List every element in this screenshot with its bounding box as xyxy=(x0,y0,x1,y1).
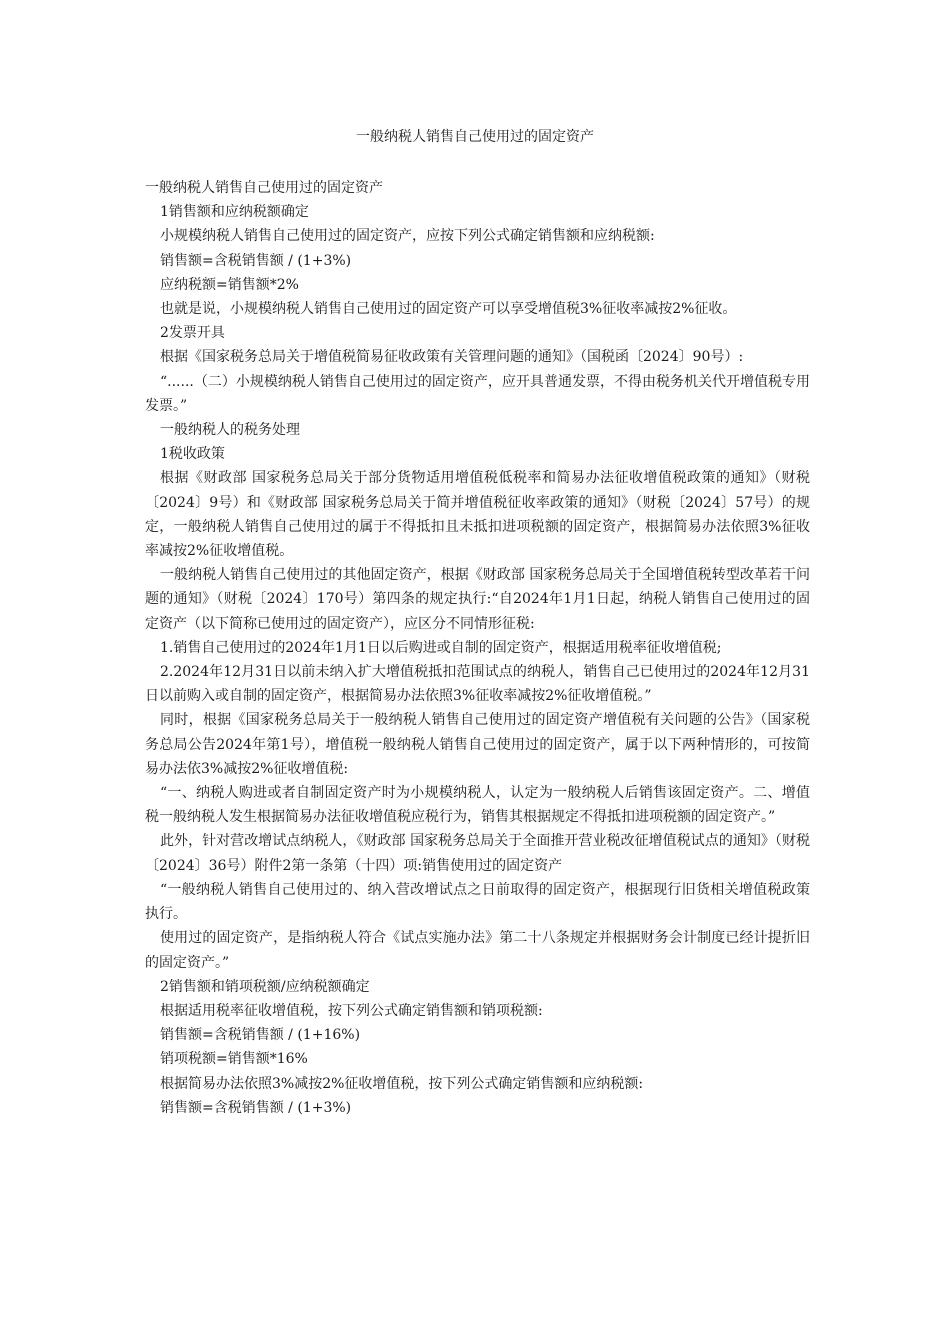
quote-paragraph: “......（二）小规模纳税人销售自己使用过的固定资产，应开具普通发票，不得由税务机关代开增值税专用发票。” xyxy=(145,373,810,414)
formula: 应纳税额=销售额*2% xyxy=(160,276,299,293)
formula: 销售额=含税销售额 / (1+3%) xyxy=(160,252,352,269)
paragraph: 此外，针对营改增试点纳税人，《财政部 国家税务总局关于全面推开营业税改征增值税试点的通知》（财税〔2024〕36号）附件2第一条第（十四）项:销售使用过的固定资产 xyxy=(145,833,810,874)
document-body xyxy=(145,176,810,1120)
subheading: 2销售额和销项税额/应纳税额确定 xyxy=(160,978,370,995)
paragraph: 也就是说，小规模纳税人销售自己使用过的固定资产可以享受增值税3%征收率减按2%征收。 xyxy=(160,301,737,318)
quote-paragraph: “一般纳税人销售自己使用过的、纳入营改增试点之日前取得的固定资产，根据现行旧货相关增值税政策执行。 xyxy=(145,881,810,923)
subheading: 1销售额和应纳税额确定 xyxy=(160,204,309,221)
subheading: 1税收政策 xyxy=(160,446,225,463)
subheading: 2发票开具 xyxy=(160,325,225,342)
paragraph: 小规模纳税人销售自己使用过的固定资产，应按下列公式确定销售额和应纳税额: xyxy=(160,228,655,245)
section-heading: 一般纳税人销售自己使用过的固定资产 xyxy=(145,180,383,196)
quote-paragraph: “一、纳税人购进或者自制固定资产时为小规模纳税人，认定为一般纳税人后销售该固定资产。二、增值税一般纳税人发生根据简易办法征收增值税应税行为，销售其根据规定不得抵扣进项税额的固定资产。” xyxy=(145,785,810,826)
paragraph: 一般纳税人销售自己使用过的其他固定资产，根据《财政部 国家税务总局关于全国增值税转型改革若干问题的通知》（财税〔2024〕170号）第四条的规定执行:“自2024年1月1日起，纳税人销售自己使用过的固定资产（以下简称已使用过的固定资产），应区分不同情形征税: xyxy=(145,567,810,632)
list-item: 1.销售自己使用过的2024年1月1日以后购进或自制的固定资产，根据适用税率征收增值税; xyxy=(160,639,722,656)
formula: 销项税额=销售额*16% xyxy=(160,1051,308,1068)
paragraph: 根据《国家税务总局关于增值税简易征收政策有关管理问题的通知》（国税函〔2024〕90号）: xyxy=(160,349,744,366)
list-item: 2.2024年12月31日以前未纳入扩大增值税抵扣范围试点的纳税人，销售自己已使用过的2024年12月31日以前购入或自制的固定资产，根据简易办法依照3%征收率减按2%征收增值税。” xyxy=(145,664,810,705)
paragraph: 根据《财政部 国家税务总局关于部分货物适用增值税低税率和简易办法征收增值税政策的通知》（财税〔2024〕9号）和《财政部 国家税务总局关于简并增值税征收率政策的通知》（财税〔2024〕57号）的规定，一般纳税人销售自己使用过的属于不得抵扣且未抵扣进项税额的固定资产，根据简易办法依照3%征收率减按2%征收增值税。 xyxy=(145,470,810,560)
formula: 销售额=含税销售额 / (1+3%) xyxy=(160,1099,352,1116)
paragraph: 使用过的固定资产，是指纳税人符合《试点实施办法》第二十八条规定并根据财务会计制度已经计提折旧的固定资产。” xyxy=(145,930,810,971)
paragraph: 根据适用税率征收增值税，按下列公式确定销售额和销项税额: xyxy=(160,1002,543,1019)
paragraph: 根据简易办法依照3%减按2%征收增值税，按下列公式确定销售额和应纳税额: xyxy=(160,1075,644,1092)
formula: 销售额=含税销售额 / (1+16%) xyxy=(160,1027,361,1044)
paragraph: 同时，根据《国家税务总局关于一般纳税人销售自己使用过的固定资产增值税有关问题的公告》（国家税务总局公告2024年第1号），增值税一般纳税人销售自己使用过的固定资产，属于以下两种情形的，可按简易办法依3%减按2%征收增值税: xyxy=(145,712,810,777)
page-title: 一般纳税人销售自己使用过的固定资产 xyxy=(356,129,594,145)
section-heading: 一般纳税人的税务处理 xyxy=(160,422,300,439)
